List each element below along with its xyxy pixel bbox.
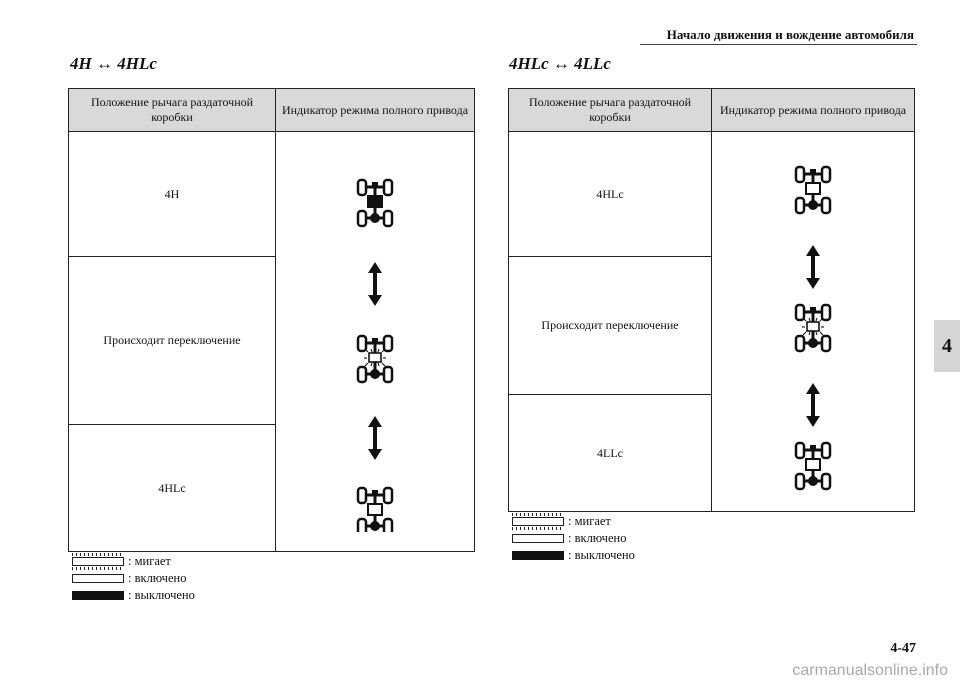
left-row-4hlc: 4HLc [69, 425, 276, 552]
drivetrain-4llc-icon [796, 443, 830, 489]
legend-blinking [72, 553, 195, 570]
left-col-lever-header: Положение рычага раздаточной коробки [69, 89, 276, 132]
drivetrain-4hlc-icon [358, 488, 392, 532]
right-section-title: 4HLc ↔ 4LLc [509, 54, 611, 73]
legend-blinking-label: : мигает [568, 514, 611, 528]
right-indicator-cell [712, 132, 915, 512]
legend-off-label: : выключено [568, 548, 635, 562]
chapter-tab: 4 [934, 320, 960, 372]
right-row-shifting: Происходит переключение [509, 257, 712, 395]
off-symbol [512, 551, 564, 560]
blinking-symbol [512, 517, 564, 526]
watermark: carmanualsonline.info [792, 662, 948, 679]
left-indicator-cell [276, 132, 475, 552]
right-mode-table [508, 88, 915, 512]
right-row-4llc: 4LLc [509, 395, 712, 512]
left-col-indicator-header: Индикатор режима полного привода [276, 89, 475, 132]
double-arrow-icon [806, 383, 820, 427]
off-symbol [72, 591, 124, 600]
page-number: 4-47 [890, 641, 916, 656]
drivetrain-shifting-icon [358, 336, 392, 382]
blinking-symbol [72, 557, 124, 566]
legend-on [512, 530, 635, 547]
double-arrow-icon [368, 416, 382, 460]
double-arrow-icon [368, 262, 382, 306]
legend-on-label: : включено [128, 571, 187, 585]
drivetrain-4hlc-icon [796, 167, 830, 213]
legend-on-label: : включено [568, 531, 627, 545]
legend-on [72, 570, 195, 587]
left-section-title: 4H ↔ 4HLc [70, 54, 157, 73]
left-row-4h: 4H [69, 132, 276, 257]
on-symbol [72, 574, 124, 583]
left-legend [72, 553, 195, 604]
right-col-indicator-header: Индикатор режима полного привода [712, 89, 915, 132]
right-row-4hlc: 4HLc [509, 132, 712, 257]
legend-blinking [512, 513, 635, 530]
on-symbol [512, 534, 564, 543]
legend-off-label: : выключено [128, 588, 195, 602]
right-col-lever-header: Положение рычага раздаточной коробки [509, 89, 712, 132]
left-row-shifting: Происходит переключение [69, 257, 276, 425]
drivetrain-shifting-icon [796, 305, 830, 351]
header-title: Начало движения и вождение автомобиля [666, 27, 914, 42]
legend-off [72, 587, 195, 604]
legend-off [512, 547, 635, 564]
header-rule [640, 44, 917, 45]
left-mode-table [68, 88, 475, 552]
legend-blinking-label: : мигает [128, 554, 171, 568]
double-arrow-icon [806, 245, 820, 289]
drivetrain-4h-icon [358, 180, 392, 226]
right-legend [512, 513, 635, 564]
